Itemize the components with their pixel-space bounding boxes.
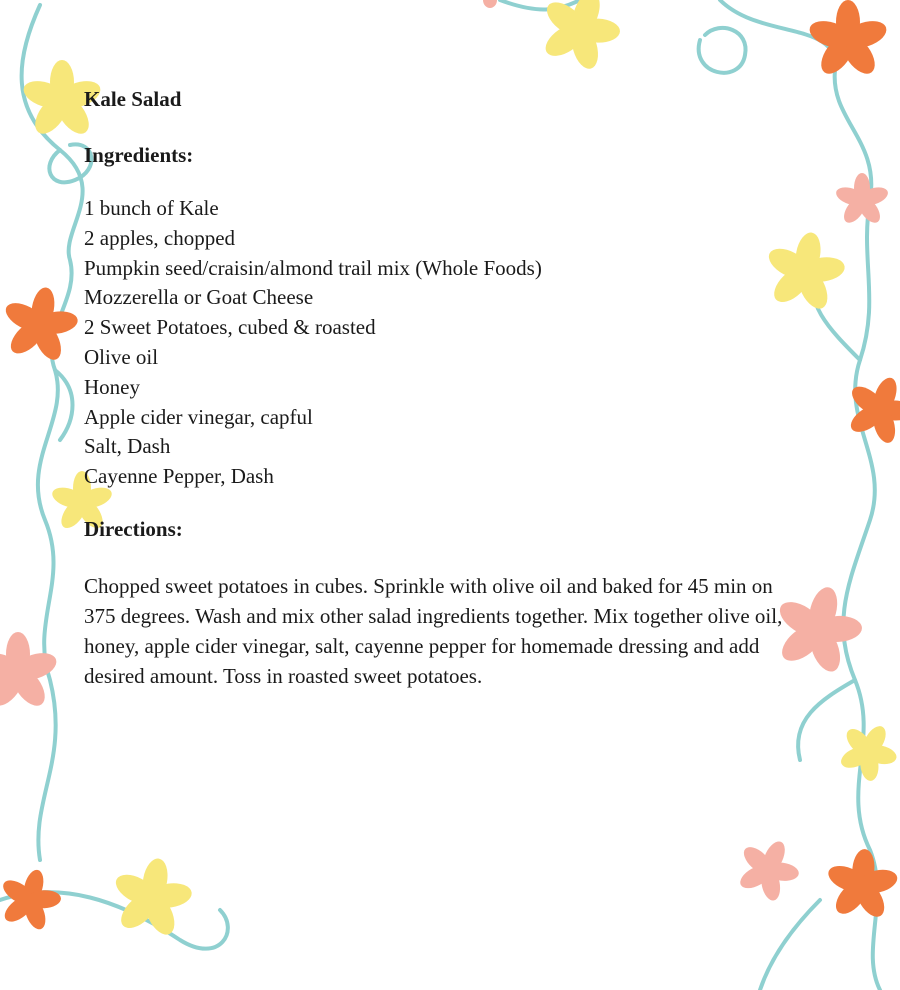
ingredient-item: Honey bbox=[84, 374, 140, 399]
recipe-title: Kale Salad bbox=[84, 87, 182, 111]
directions-heading: Directions: bbox=[84, 516, 183, 541]
ingredient-item: Pumpkin seed/craisin/almond trail mix (Whole Foods) bbox=[84, 255, 542, 280]
recipe-card bbox=[84, 84, 814, 691]
ingredient-item: Mozzerella or Goat Cheese bbox=[84, 285, 314, 310]
ingredient-item: Cayenne Pepper, Dash bbox=[84, 464, 274, 489]
ingredient-item: 2 Sweet Potatoes, cubed & roasted bbox=[84, 315, 376, 340]
directions-text: Chopped sweet potatoes in cubes. Sprinkle with olive oil and baked for 45 min on 375 degrees. Wash and mix other salad ingredients together. Mix together olive oil, honey, apple cider vinegar, salt, cayenne pepper for homemade dressing and add desired amount. Toss in roasted sweet potatoes. bbox=[84, 573, 783, 688]
ingredient-item: 1 bunch of Kale bbox=[84, 196, 219, 220]
ingredient-item: Apple cider vinegar, capful bbox=[84, 404, 313, 429]
ingredient-item: 2 apples, chopped bbox=[84, 225, 236, 250]
ingredient-list bbox=[84, 194, 814, 492]
ingredients-heading: Ingredients: bbox=[84, 143, 194, 167]
ingredient-item: Salt, Dash bbox=[84, 434, 171, 459]
ingredient-item: Olive oil bbox=[84, 344, 159, 369]
